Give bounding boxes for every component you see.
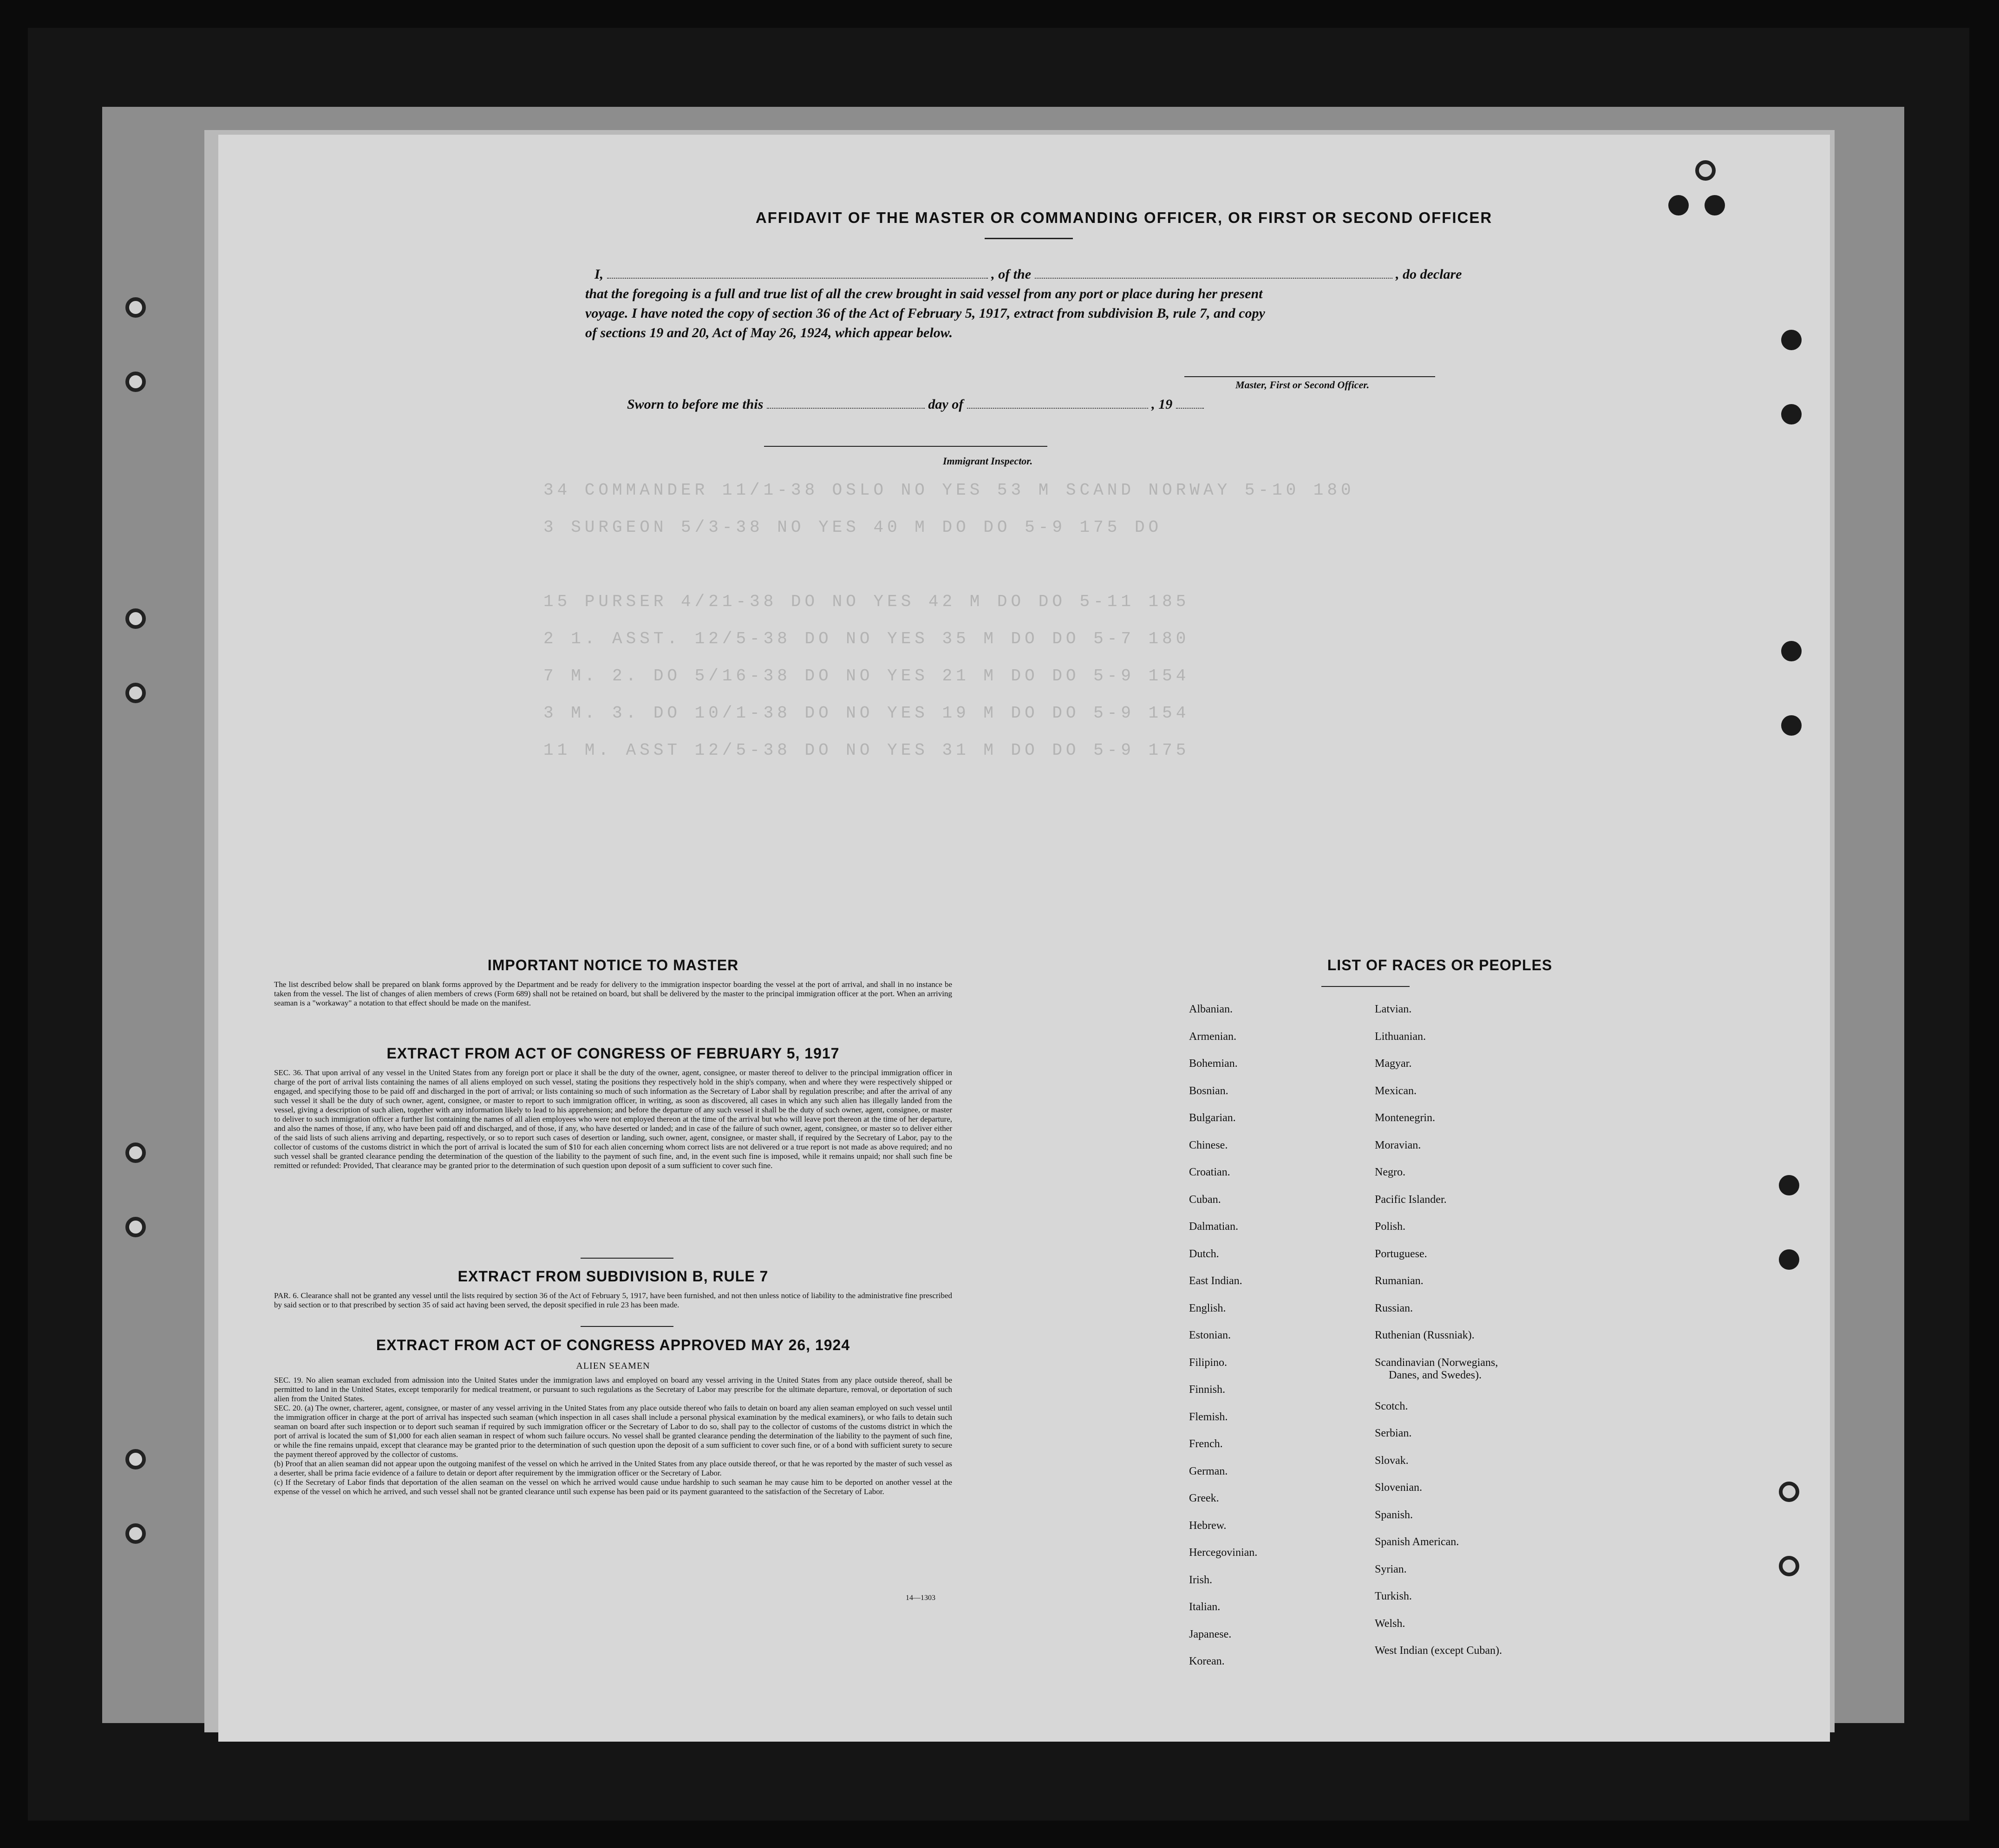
act-1924-text (274, 1376, 952, 1496)
binding-hole-icon (1781, 330, 1802, 350)
race-item: Latvian. (1375, 1003, 1412, 1015)
race-item: Albanian. (1189, 1003, 1233, 1015)
binding-hole-icon (125, 372, 146, 392)
act-1924-subtitle: ALIEN SEAMEN (576, 1361, 650, 1371)
act-1924-title: EXTRACT FROM ACT OF CONGRESS APPROVED MAY 26, 1924 (376, 1337, 850, 1353)
race-item: Negro. (1375, 1166, 1405, 1178)
binding-hole-icon (1781, 404, 1802, 424)
race-item: Hebrew. (1189, 1519, 1227, 1532)
binding-hole-icon (1668, 195, 1689, 215)
inspector-signature-label: Immigrant Inspector. (943, 455, 1033, 467)
sworn-date-field[interactable] (767, 396, 925, 409)
race-item-continuation: Danes, and Swedes). (1389, 1369, 1482, 1381)
binding-hole-icon (1779, 1482, 1799, 1502)
race-item: Slovenian. (1375, 1482, 1422, 1494)
binding-hole-icon (125, 297, 146, 318)
race-item: Turkish. (1375, 1590, 1412, 1602)
sec-20-a: SEC. 20. (a) The owner, charterer, agent, consignee, or master of any vessel arriving in the United States from any place outside thereof who fails to detain on board any alien seaman employed on such vessel until the immigration officer in charge at the port of arrival has inspected such seaman (which inspection in all cases shall include a personal physical examination by the medical examiners), or who fails to detain such seaman on board after such inspection or to deport such seaman if required by such immigration officer or the Secretary of Labor to do so, shall pay to the collector of customs of the customs district in which the port of arrival is located the sum of $1,000 for each alien seaman in respect of whom such failure occurs. No vessel shall be granted clearance pending the determination of the liability to the payment of such fine, or while the fine remains unpaid, except that clearance may be granted prior to the determination of such question upon the deposit of a sum sufficient to cover such fine, or of a bond with sufficient surety to secure the payment thereof approved by the collector of customs. (274, 1404, 952, 1459)
sworn-prefix: Sworn to before me this (627, 397, 764, 412)
rule-7-text: PAR. 6. Clearance shall not be granted any vessel until the lists required by section 36 of the Act of February 5, 1917, have been furnished, and not then unless notice of liability to the administrative fine prescribed by said section or to that prescribed by section 35 of said act having been served, the deposit specified in rule 23 has been made. (274, 1291, 952, 1309)
affidavit-line-2: that the foregoing is a full and true list of all the crew brought in said vessel from any port or place during her present (585, 286, 1263, 301)
race-item: Dalmatian. (1189, 1221, 1238, 1233)
race-item: Russian. (1375, 1302, 1413, 1314)
affidavit-page (218, 135, 1830, 1742)
race-item: Pacific Islander. (1375, 1193, 1447, 1206)
affidavit-title: AFFIDAVIT OF THE MASTER OR COMMANDING OFFICER, OR FIRST OR SECOND OFFICER (755, 209, 1493, 226)
binding-hole-icon (125, 608, 146, 629)
race-item: Hercegovinian. (1189, 1547, 1258, 1559)
race-item: Finnish. (1189, 1384, 1226, 1396)
race-item: German. (1189, 1465, 1228, 1477)
race-item: Filipino. (1189, 1356, 1228, 1369)
vessel-name-field[interactable] (1035, 266, 1392, 279)
notice-text: The list described below shall be prepared on blank forms approved by the Department and be ready for delivery to the immigration inspector boarding the vessel at the port of arrival, and shall in no instance be taken from the vessel. The list of changes of alien members of crews (Form 689) shall not be retained on board, but shall be delivered by the master to the principal immigration officer at the port. When an arriving seaman is a "workaway" a notation to that effect should be made on the manifest. (274, 980, 952, 1007)
races-list-left (1189, 1003, 1257, 1683)
race-item: Bosnian. (1189, 1084, 1228, 1097)
binding-hole-icon (1779, 1249, 1799, 1270)
race-item: Cuban. (1189, 1193, 1221, 1206)
binding-hole-icon (125, 1143, 146, 1163)
affidavit-line-1 (594, 265, 1691, 284)
bleed-through-row: 34 COMMANDER 11/1-38 OSLO NO YES 53 M SCAND NORWAY 5-10 180 (543, 481, 1355, 500)
notice-title: IMPORTANT NOTICE TO MASTER (487, 957, 739, 973)
race-item: Montenegrin. (1375, 1112, 1435, 1124)
binding-hole-icon (1779, 1556, 1799, 1576)
race-item: Bulgarian. (1189, 1112, 1236, 1124)
rule-7-title: EXTRACT FROM SUBDIVISION B, RULE 7 (457, 1268, 769, 1285)
divider (581, 1258, 673, 1259)
race-item: Estonian. (1189, 1329, 1231, 1341)
race-item: Croatian. (1189, 1166, 1230, 1178)
declarant-prefix: I, (594, 267, 604, 282)
race-item: Dutch. (1189, 1247, 1219, 1260)
act-1917-title: EXTRACT FROM ACT OF CONGRESS OF FEBRUARY 5, 1917 (386, 1045, 840, 1062)
master-signature-label: Master, First or Second Officer. (1235, 379, 1370, 391)
race-item: Spanish American. (1375, 1536, 1459, 1548)
binding-hole-icon (125, 1449, 146, 1469)
act-1917-text: SEC. 36. That upon arrival of any vessel in the United States from any foreign port or place it shall be the duty of the owner, agent, consignee, or master thereof to deliver to the principal immigration officer in charge of the port of arrival lists containing the names of all aliens employed on such vessel, stating the positions they respectively hold in the ship's company, when and where they were respectively shipped or engaged, and specifying those to be paid off and discharged in the port of arrival; or lists containing so much of such information as the Secretary of Labor shall by regulation prescribe; and after the arrival of any such vessel it shall be the duty of such owner, agent, consignee, or master to report to such immigration officer, in writing, as soon as discovered, all cases in which any such alien has illegally landed from the vessel, giving a description of such alien, together with any information likely to lead to his apprehension; and before the departure of any such vessel it shall be the duty of such owner, agent, consignee, or master to deliver to such immigration officer a further list containing the names of all alien employees who were not employed thereon at the time of the arrival but who will leave port thereon at the time of her departure, and also the names of those, if any, who have been paid off and discharged, and of those, if any, who have deserted or landed; and in case of the failure of such owner, agent, consignee, or master so to deliver either of the said lists of such aliens arriving and departing, respectively, or so to report such cases of desertion or landing, such owner, agent, consignee, or master shall, if required by the Secretary of Labor, pay to the collector of customs of the customs district in which the port of arrival is located the sum of $10 for each alien concerning whom correct lists are not delivered or a true report is not made as above required; and no such vessel shall be granted clearance pending the determination of the question of the liability to the payment of such fine, and, in the event such fine is imposed, while it remains unpaid; nor shall such fine be remitted or refunded: Provided, That clearance may be granted prior to the determination of such question upon deposit of a sum sufficient to cover such fine. (274, 1068, 952, 1170)
sec-20-c: (c) If the Secretary of Labor finds that deportation of the alien seaman on the vessel on which he arrived would cause undue hardship to such seaman he may cause him to be deported on another vessel at the expense of the vessel on which he arrived, and such vessel shall not be granted clearance until such expense has been paid or its payment guaranteed to the satisfaction of the Secretary of Labor. (274, 1478, 952, 1496)
race-item: Italian. (1189, 1601, 1221, 1613)
sec-20-b: (b) Proof that an alien seaman did not appear upon the outgoing manifest of the vessel on which he arrived in the United States from any place outside thereof, or that he was reported by the master of such vessel as a deserter, shall be prima facie evidence of a failure to detain or deport after requirement by the immigration officer or the Secretary of Labor. (274, 1459, 952, 1477)
bleed-through-row: 7 M. 2. DO 5/16-38 DO NO YES 21 M DO DO 5-9 154 (543, 666, 1190, 686)
binding-hole-icon (1695, 160, 1716, 181)
binding-hole-icon (1781, 715, 1802, 736)
race-item: French. (1189, 1438, 1223, 1450)
bleed-through-row: 11 M. ASST 12/5-38 DO NO YES 31 M DO DO 5-9 175 (543, 741, 1190, 760)
form-number: 14—1303 (906, 1594, 935, 1602)
binding-hole-icon (125, 1523, 146, 1544)
sec-19: SEC. 19. No alien seaman excluded from admission into the United States under the immigration laws and employed on board any vessel arriving in the United States from any place outside thereof, shall be permitted to land in the United States, except temporarily for medical treatment, or pursuant to such regulations as the Secretary of Labor may prescribe for the ultimate departure, removal, or deportation of such alien from the United States. (274, 1376, 952, 1403)
race-item: West Indian (except Cuban). (1375, 1645, 1502, 1657)
race-item: Japanese. (1189, 1628, 1232, 1640)
race-item: Portuguese. (1375, 1247, 1427, 1260)
race-item: Lithuanian. (1375, 1030, 1426, 1043)
races-underline (1321, 986, 1410, 987)
declarant-name-field[interactable] (607, 266, 988, 279)
race-item: Moravian. (1375, 1139, 1421, 1151)
divider (581, 1326, 673, 1327)
inspector-signature-line[interactable] (764, 446, 1047, 447)
race-item: Ruthenian (Russniak). (1375, 1329, 1475, 1341)
races-list-right (1375, 1003, 1502, 1672)
day-of-label: day of (928, 397, 964, 412)
race-item: Armenian. (1189, 1030, 1236, 1043)
binding-hole-icon (1779, 1175, 1799, 1195)
race-item: Mexican. (1375, 1084, 1417, 1097)
declare-suffix: , do declare (1396, 267, 1462, 282)
vessel-prefix: , of the (991, 267, 1032, 282)
race-item: Bohemian. (1189, 1058, 1238, 1070)
race-item: Spanish. (1375, 1508, 1413, 1521)
bleed-through-row: 2 1. ASST. 12/5-38 DO NO YES 35 M DO DO 5-7 180 (543, 629, 1190, 648)
affidavit-line-4: of sections 19 and 20, Act of May 26, 1924, which appear below. (585, 325, 953, 340)
race-item: Magyar. (1375, 1058, 1412, 1070)
binding-hole-icon (125, 1217, 146, 1237)
binding-hole-icon (1705, 195, 1725, 215)
binding-hole-icon (125, 683, 146, 703)
binding-hole-icon (1781, 641, 1802, 661)
race-item-line: Scandinavian (Norwegians, (1375, 1356, 1498, 1369)
race-item: Slovak. (1375, 1454, 1409, 1467)
race-item: Syrian. (1375, 1563, 1407, 1575)
race-item: Welsh. (1375, 1617, 1405, 1630)
race-item: Greek. (1189, 1492, 1219, 1504)
race-item: Rumanian. (1375, 1275, 1424, 1287)
race-item (1375, 1357, 1502, 1400)
race-item: Flemish. (1189, 1410, 1228, 1423)
race-item: Chinese. (1189, 1139, 1228, 1151)
race-item: Scotch. (1375, 1400, 1408, 1412)
bleed-through-row: 15 PURSER 4/21-38 DO NO YES 42 M DO DO 5-11 185 (543, 592, 1190, 611)
race-item: Irish. (1189, 1574, 1212, 1586)
bleed-through-row: 3 SURGEON 5/3-38 NO YES 40 M DO DO 5-9 175 DO (543, 518, 1163, 537)
master-signature-line[interactable] (1184, 376, 1435, 377)
race-item: Korean. (1189, 1655, 1225, 1667)
sworn-line (627, 395, 1370, 414)
title-underline (985, 238, 1073, 239)
affidavit-line-3: voyage. I have noted the copy of section 36 of the Act of February 5, 1917, extract from subdivision B, rule 7, and copy (585, 306, 1265, 321)
race-item: Polish. (1375, 1221, 1406, 1233)
sworn-year-field[interactable] (1176, 396, 1204, 409)
sworn-month-field[interactable] (967, 396, 1148, 409)
races-title: LIST OF RACES OR PEOPLES (1327, 957, 1553, 973)
race-item: English. (1189, 1302, 1226, 1314)
bleed-through-row: 3 M. 3. DO 10/1-38 DO NO YES 19 M DO DO 5-9 154 (543, 704, 1190, 723)
race-item: Serbian. (1375, 1427, 1412, 1439)
race-item: East Indian. (1189, 1275, 1242, 1287)
year-prefix: , 19 (1151, 397, 1173, 412)
